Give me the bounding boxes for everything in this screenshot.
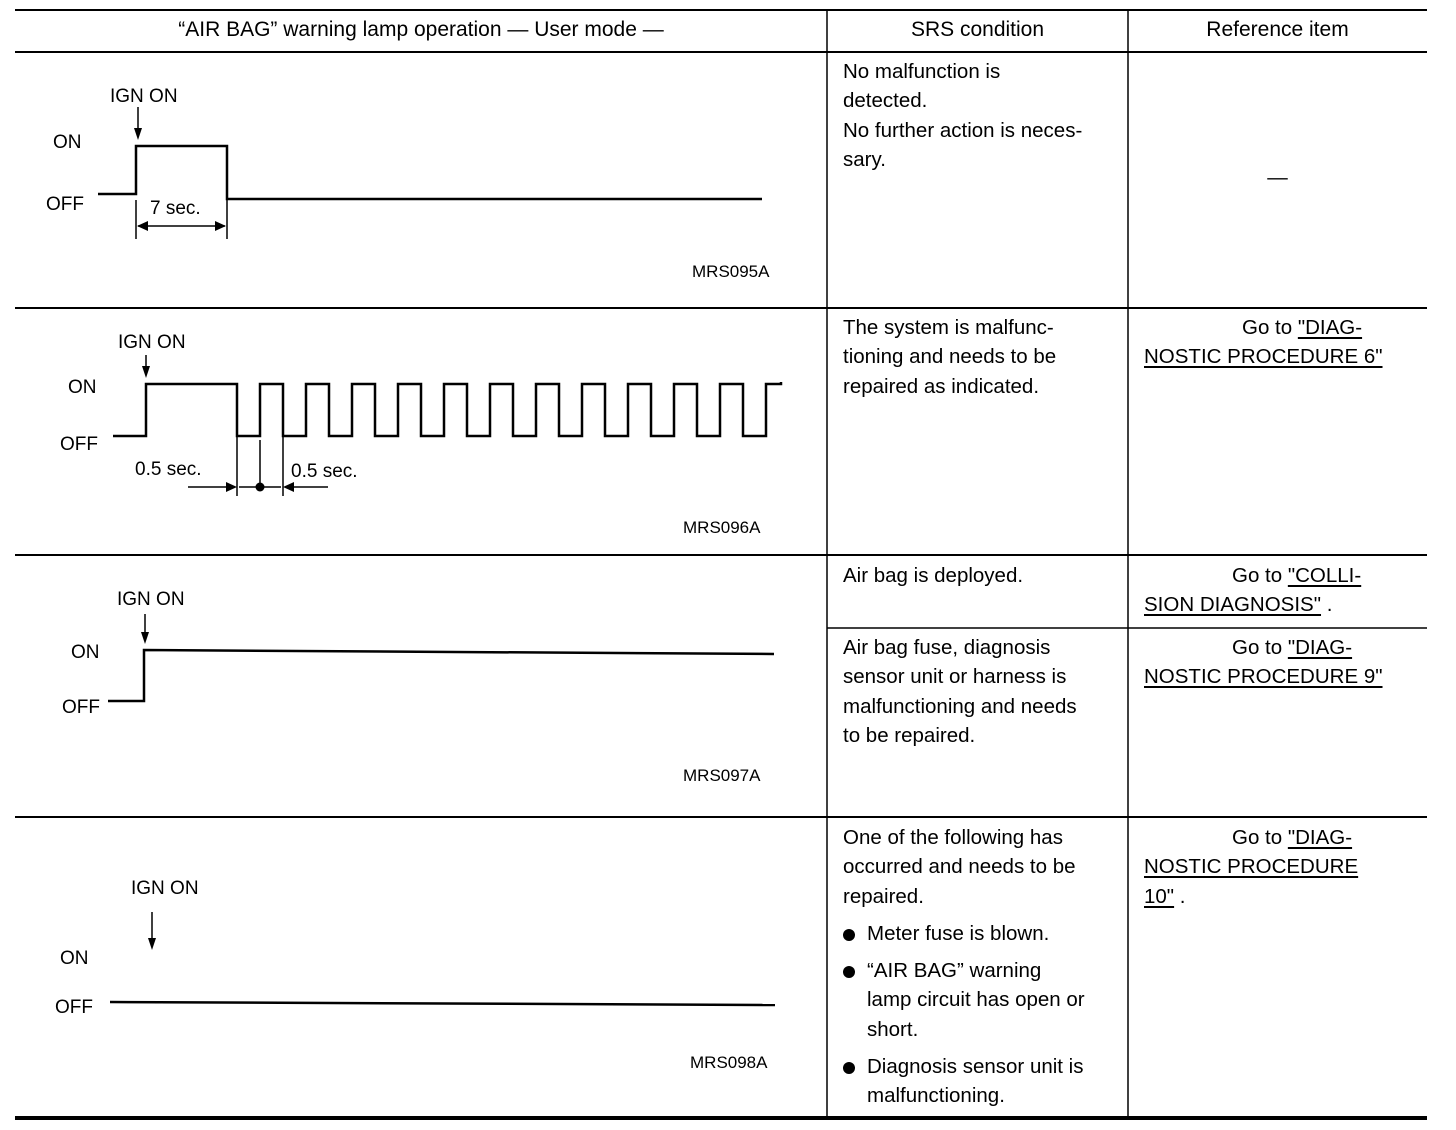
off-label: OFF [62,697,100,718]
condition-line: detected. [843,89,928,113]
diagnostic-procedure-9-link-cont[interactable]: NOSTIC PROCEDURE 9" [1144,665,1383,689]
on-label: ON [60,948,89,969]
off-label: OFF [55,997,93,1018]
ign-on-label: IGN ON [110,86,178,107]
bullet-line: lamp circuit has open or [867,988,1085,1012]
condition-line: malfunctioning and needs [843,694,1077,718]
interval-label-on: 0.5 sec. [291,461,358,482]
diagnostic-procedure-9-link[interactable]: "DIAG- [1287,636,1353,659]
condition-line: sensor unit or harness is [843,665,1067,689]
condition-line: No further action is neces- [843,118,1083,142]
condition-line: The system is malfunc- [843,316,1054,339]
reference-suffix: . [1321,593,1333,617]
bullet-icon [843,1062,855,1074]
ign-on-label: IGN ON [117,589,185,610]
diagnostic-procedure-10-link[interactable]: "DIAG- [1287,826,1353,849]
ign-on-label: IGN ON [118,332,186,353]
bullet-line: short. [867,1017,919,1041]
condition-line: Air bag is deployed. [843,564,1024,587]
interval-label-off: 0.5 sec. [135,459,202,480]
condition-line: One of the following has [843,826,1063,849]
reference-prefix: Go to [1232,826,1288,849]
reference-prefix: Go to [1242,316,1298,339]
header-srs-condition: SRS condition [910,18,1045,41]
on-label: ON [71,642,100,663]
reference-suffix: . [1174,884,1186,908]
collision-diagnosis-link[interactable]: "COLLI- [1287,564,1362,587]
on-label: ON [53,132,82,153]
diagnostic-procedure-10-link-end[interactable]: 10" [1144,884,1175,908]
bullet-line: “AIR BAG” warning [867,959,1042,982]
off-label: OFF [46,194,84,215]
condition-line: sary. [843,147,886,171]
condition-line: to be repaired. [843,723,976,747]
condition-row-4 [843,823,1076,911]
reference-row-1: — [1267,166,1288,189]
header-lamp-operation: “AIR BAG” warning lamp operation — User mode — [178,18,664,41]
reference-row-4 [1144,823,1358,911]
condition-line: repaired as indicated. [843,374,1040,398]
diagnostic-procedure-6-link[interactable]: "DIAG- [1297,316,1363,339]
ign-on-label: IGN ON [131,878,199,899]
collision-diagnosis-link-cont[interactable]: SION DIAGNOSIS" [1144,593,1322,617]
duration-label: 7 sec. [150,198,201,219]
figure-code: MRS098A [690,1053,768,1072]
condition-line: repaired. [843,884,924,908]
bullet-line: malfunctioning. [867,1084,1005,1108]
off-label: OFF [60,434,98,455]
figure-code: MRS096A [683,518,761,537]
condition-line: tioning and needs to be [843,345,1057,369]
bullet-icon [843,929,855,941]
reference-prefix: Go to [1232,564,1288,587]
figure-code: MRS095A [692,262,770,281]
diagnostic-procedure-10-link-cont[interactable]: NOSTIC PROCEDURE [1144,855,1359,879]
diagnostic-procedure-6-link-cont[interactable]: NOSTIC PROCEDURE 6" [1144,345,1383,369]
condition-line: Air bag fuse, diagnosis [843,636,1051,659]
condition-line: occurred and needs to be [843,855,1076,879]
bullet-line: Meter fuse is blown. [867,922,1050,945]
reference-prefix: Go to [1232,636,1288,659]
condition-line: No malfunction is [843,60,1001,83]
bullet-line: Diagnosis sensor unit is [867,1055,1084,1078]
figure-code: MRS097A [683,766,761,785]
bullet-icon [843,966,855,978]
on-label: ON [68,377,97,398]
header-reference-item: Reference item [1206,18,1349,41]
